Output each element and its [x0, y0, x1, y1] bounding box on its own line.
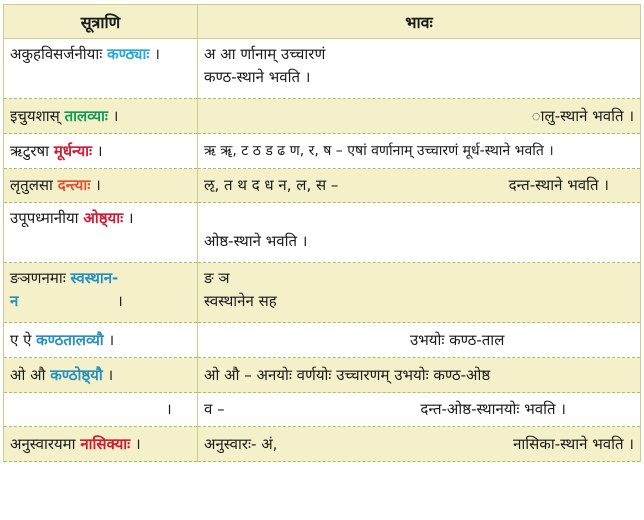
sutra-danda: । — [117, 292, 123, 310]
sutra-cell — [4, 39, 198, 99]
sutra-cell — [4, 134, 198, 169]
bhava-text: र्णानाम् उच्चारणं — [240, 45, 326, 63]
bhava-text: ऌ, त थ द ध न, ल, स – — [204, 176, 339, 194]
table-row — [4, 99, 641, 134]
sutra-danda: । — [107, 365, 114, 384]
sutra-keyword: दन्त्याः — [57, 176, 91, 194]
sutra-cell — [4, 358, 198, 393]
sutra-danda: । — [96, 141, 103, 160]
table-row — [4, 323, 641, 358]
bhava-cell — [198, 263, 641, 323]
sutra-cell — [4, 427, 198, 462]
sutra-danda: । — [166, 400, 172, 418]
sutra-cell — [4, 169, 198, 203]
table-row — [4, 263, 641, 323]
bhava-text: नासिका-स्थाने भवति । — [513, 434, 634, 453]
sutra-keyword: तालव्याः — [64, 106, 108, 125]
table-header-row — [4, 5, 641, 39]
bhava-cell — [198, 39, 641, 99]
sutra-keyword: नासिक्याः — [80, 434, 131, 453]
bhava-text: ओ औ – अनयोः वर्णयोः उच्चारणम् उभयोः कण्ठ-ओष्ठ — [204, 365, 491, 384]
sutra-keyword-continued: न — [10, 292, 19, 310]
table-row — [4, 134, 641, 169]
bhava-cell — [198, 169, 641, 203]
table-row — [4, 427, 641, 462]
sutra-table — [3, 4, 641, 462]
sutra-keyword: कण्ठतालव्यौ — [36, 330, 104, 349]
sutra-cell — [4, 203, 198, 263]
sutra-cell — [4, 323, 198, 358]
bhava-cell — [198, 99, 641, 134]
table-row — [4, 169, 641, 203]
bhava-text: अनुस्वारः- अं, — [204, 434, 278, 453]
sutra-danda: । — [112, 106, 119, 125]
bhava-text: दन्त-ओष्ठ-स्थानयोः भवति । — [420, 400, 566, 418]
sutra-keyword: मूर्धन्याः — [53, 141, 93, 160]
bhava-cell — [198, 323, 641, 358]
bhava-cell — [198, 358, 641, 393]
bhava-text: ालु-स्थाने भवति । — [531, 106, 634, 125]
sutra-text: उपूपध्मानीया — [10, 209, 79, 227]
bhava-cell — [198, 203, 641, 263]
sutra-keyword: ओष्ठ्याः — [83, 209, 124, 227]
sutra-text: ङञणनमाः — [10, 269, 66, 287]
sutra-danda: । — [95, 176, 101, 194]
sutra-text: इचुयशास् — [10, 106, 60, 125]
sutra-keyword: स्वस्थान- — [70, 269, 119, 287]
sutra-text: अनुस्वारयमा — [10, 434, 76, 453]
bhava-cell — [198, 134, 641, 169]
bhava-cell — [198, 393, 641, 427]
bhava-text: दन्त-स्थाने भवति । — [508, 176, 609, 194]
sutra-text: लृतुलसा — [10, 176, 53, 194]
table-row — [4, 203, 641, 263]
sutra-keyword: कण्ठोष्ठ्यौ — [50, 365, 103, 384]
sutra-text: ओ औ — [10, 365, 46, 384]
sutra-danda: । — [135, 434, 141, 453]
sutra-cell — [4, 263, 198, 323]
bhava-text: अ आ — [204, 45, 236, 63]
sutra-text: ऋटुरषा — [10, 141, 50, 160]
bhava-text: स्वस्थानेन सह — [204, 292, 277, 310]
sutra-danda: । — [127, 209, 134, 227]
header-bhava: भावः — [198, 5, 641, 39]
sutra-danda: । — [154, 45, 160, 63]
table-row — [4, 358, 641, 393]
sutra-cell — [4, 393, 198, 427]
bhava-cell — [198, 427, 641, 462]
bhava-text: कण्ठ-स्थाने भवति । — [204, 68, 311, 86]
bhava-text: उभयोः कण्ठ-ताल — [410, 330, 505, 349]
sutra-text: ए ऐ — [10, 330, 32, 349]
sutra-cell — [4, 99, 198, 134]
sutra-text: अकुहविसर्जनीयाः — [10, 45, 103, 63]
sutra-danda: । — [108, 330, 115, 349]
bhava-text: ओष्ठ-स्थाने भवति । — [204, 232, 308, 250]
table-row — [4, 393, 641, 427]
bhava-text: ङ ञ — [204, 269, 230, 287]
bhava-text: ऋ ॠ, ट ठ ड ढ ण, र, ष – एषां वर्णानाम् उच्चारणं मूर्ध-स्थाने भवति । — [204, 142, 554, 159]
sutra-keyword: कण्ठ्याः — [107, 45, 150, 63]
table-row — [4, 39, 641, 99]
bhava-text: व – — [204, 400, 225, 418]
header-sutrani: सूत्राणि — [4, 5, 198, 39]
